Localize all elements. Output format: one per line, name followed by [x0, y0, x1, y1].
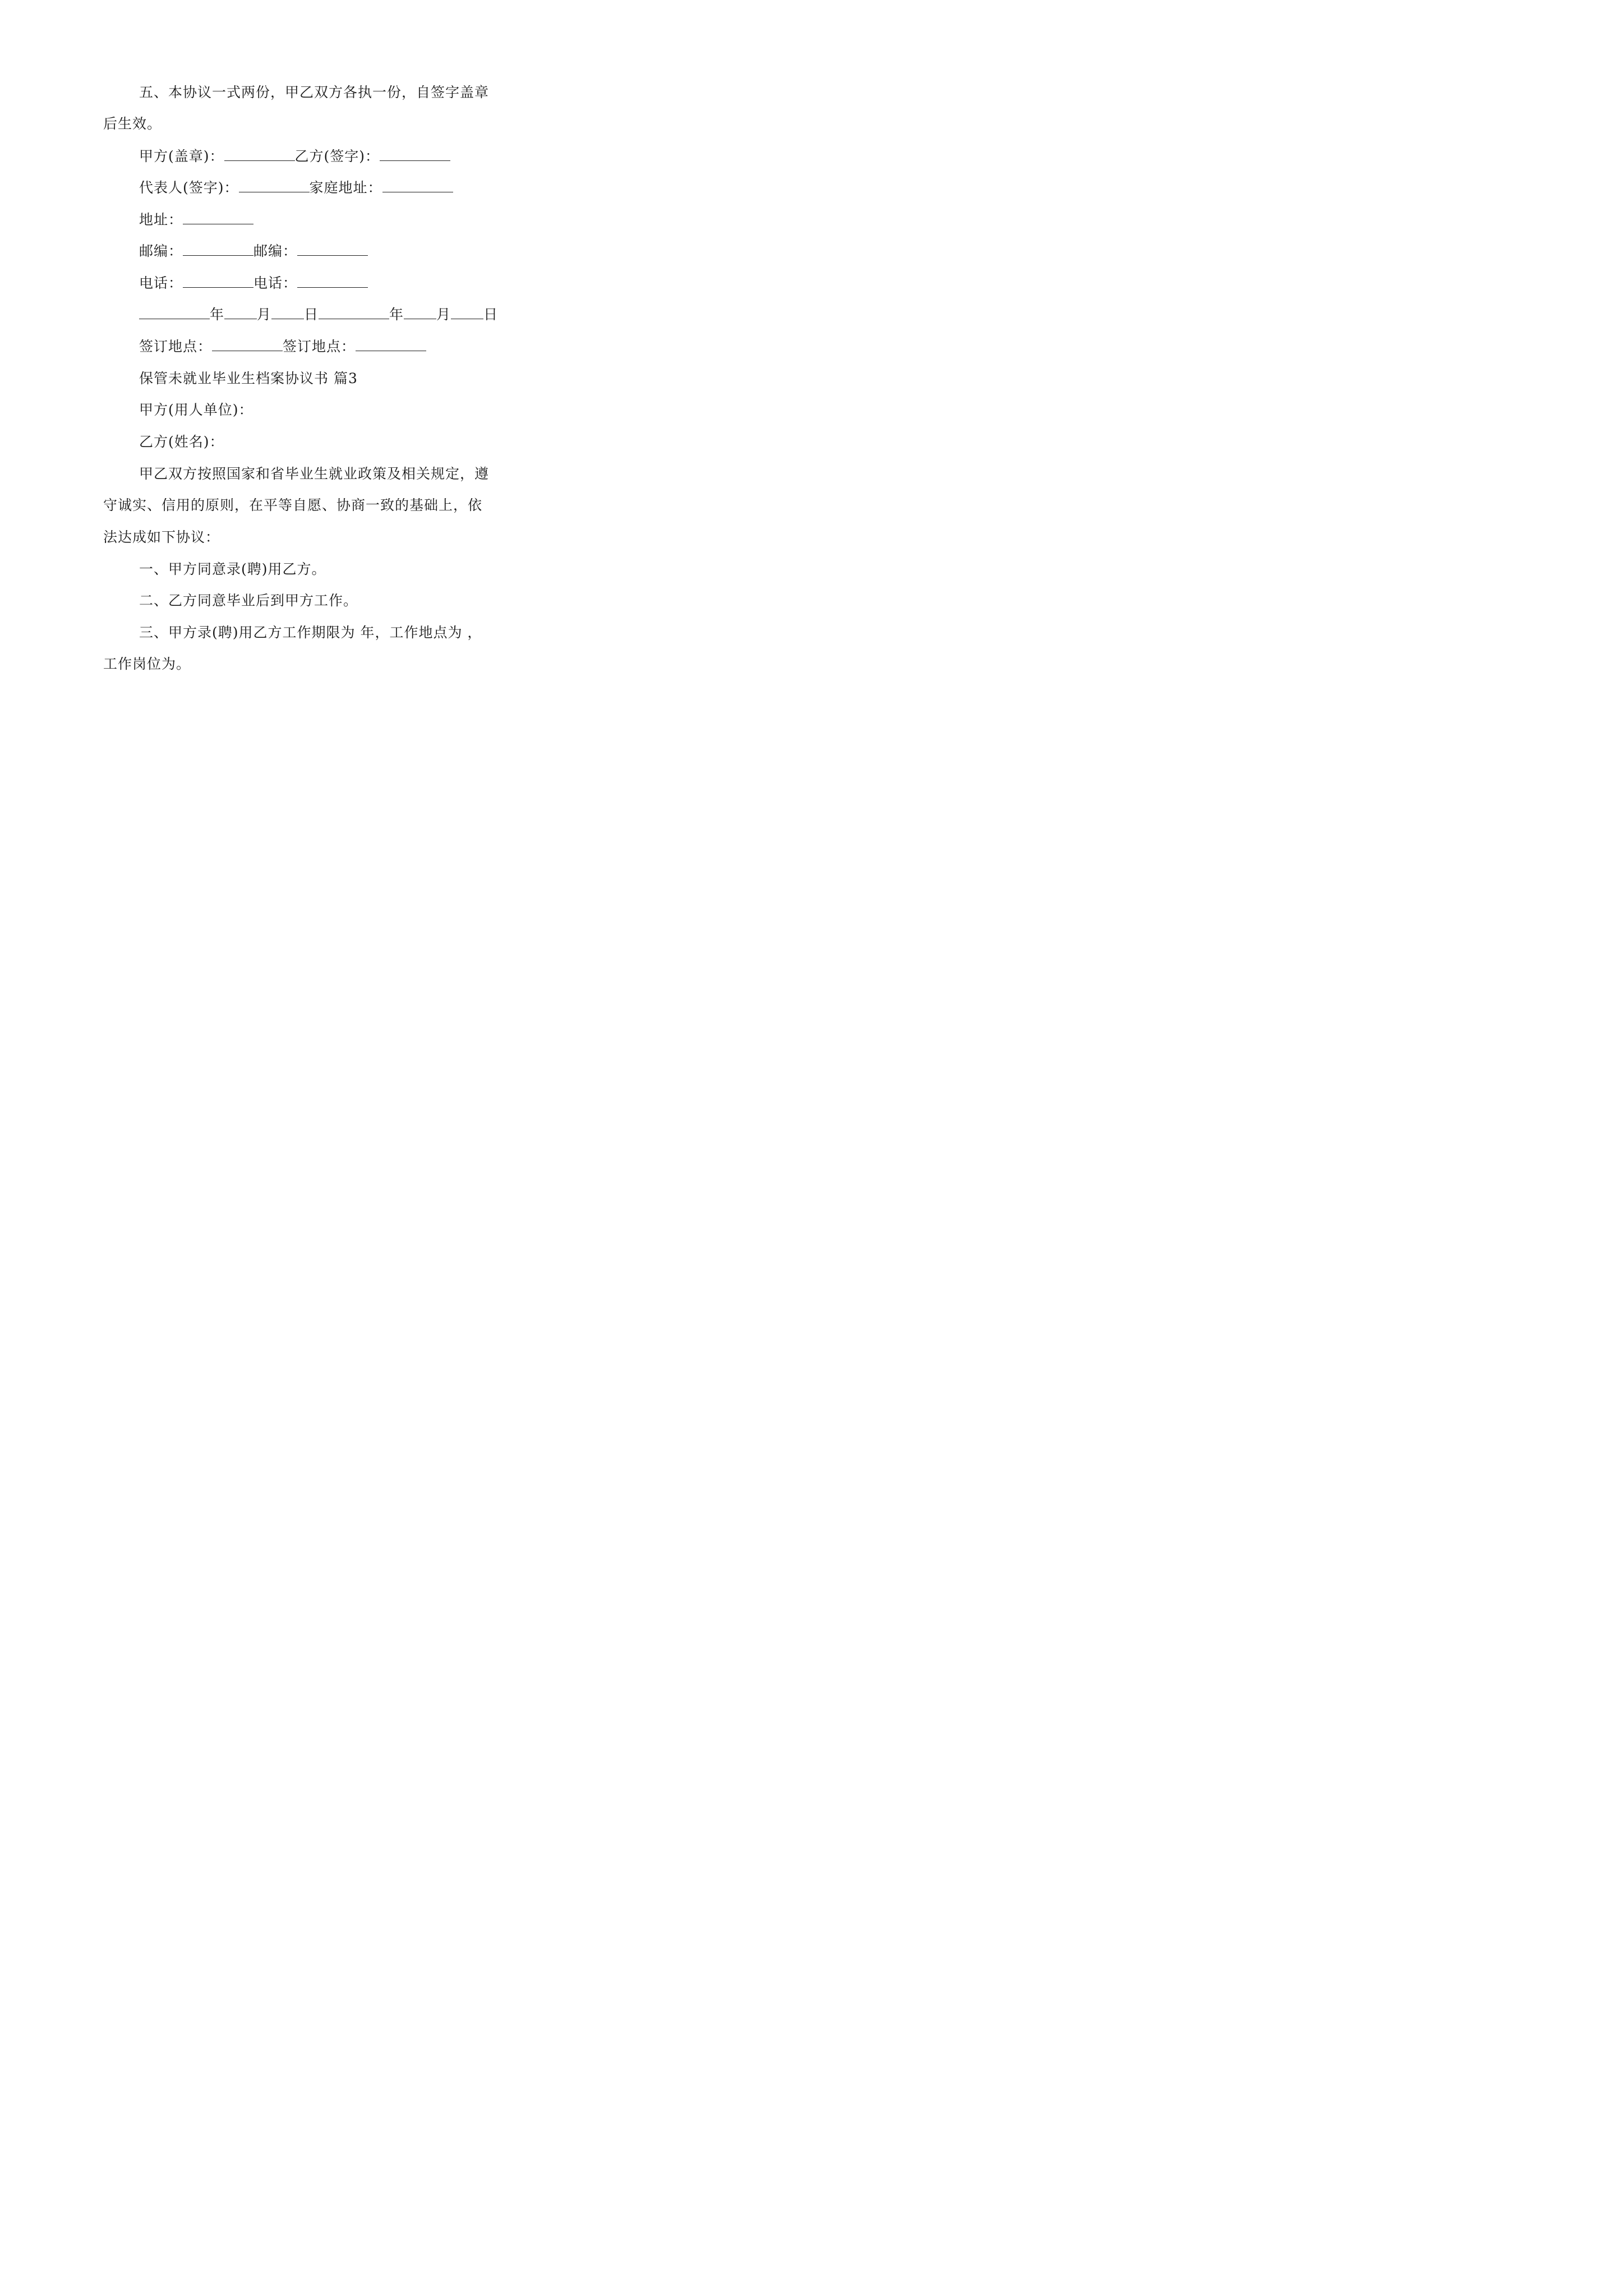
signature-row-5 — [139, 275, 368, 292]
rep-sign-blank — [239, 180, 310, 192]
month-b-label: 月 — [436, 306, 451, 323]
rep-sign-label: 代表人(签字)： — [139, 180, 239, 196]
party-b-line: 乙方(姓名)： — [139, 434, 224, 450]
address-blank — [183, 211, 253, 224]
section-title: 保管未就业毕业生档案协议书 篇3 — [139, 370, 358, 386]
place-a-blank — [212, 338, 283, 351]
signature-row-3 — [139, 211, 253, 228]
party-b-sign-label: 乙方(签字)： — [294, 148, 380, 164]
party-a-line: 甲方(用人单位)： — [139, 402, 253, 418]
place-b-blank — [356, 338, 426, 351]
date-row — [139, 306, 498, 323]
postcode-a-label: 邮编： — [139, 243, 183, 259]
phone-b-blank — [297, 275, 368, 288]
year-b-blank — [319, 306, 389, 319]
intro-line-2: 守诚实、信用的原则，在平等自愿、协商一致的基础上，依 — [103, 497, 483, 513]
day-a-label: 日 — [304, 306, 319, 323]
signature-row-4 — [139, 243, 368, 260]
day-a-blank — [271, 306, 304, 319]
month-a-label: 月 — [257, 306, 272, 323]
signature-row-2 — [139, 180, 453, 196]
month-a-blank — [224, 306, 257, 319]
day-b-label: 日 — [483, 306, 499, 323]
month-b-blank — [404, 306, 436, 319]
clause-5-line-2: 后生效。 — [103, 116, 162, 132]
signature-row-place — [139, 338, 426, 355]
place-b-label: 签订地点： — [283, 338, 356, 355]
clause-2: 二、乙方同意毕业后到甲方工作。 — [139, 592, 358, 609]
home-address-label: 家庭地址： — [309, 180, 382, 196]
clause-5-line-1: 五、本协议一式两份，甲乙双方各执一份，自签字盖章 — [139, 84, 490, 100]
signature-row-1 — [139, 148, 450, 165]
clause-1: 一、甲方同意录(聘)用乙方。 — [139, 561, 326, 577]
clause-3-line-1: 三、甲方录(聘)用乙方工作期限为 年，工作地点为 ， — [139, 624, 482, 641]
intro-line-3: 法达成如下协议： — [103, 529, 220, 545]
postcode-b-blank — [297, 243, 368, 256]
phone-a-label: 电话： — [139, 275, 183, 291]
postcode-a-blank — [183, 243, 253, 256]
party-a-seal-blank — [224, 148, 295, 161]
year-a-blank — [139, 306, 210, 319]
party-b-sign-blank — [380, 148, 450, 161]
home-address-blank — [382, 180, 453, 192]
phone-b-label: 电话： — [253, 275, 298, 291]
party-a-seal-label: 甲方(盖章)： — [139, 148, 224, 164]
place-a-label: 签订地点： — [139, 338, 213, 355]
intro-line-1: 甲乙双方按照国家和省毕业生就业政策及相关规定，遵 — [139, 466, 490, 482]
phone-a-blank — [183, 275, 253, 288]
clause-3-line-2: 工作岗位为。 — [103, 656, 191, 672]
postcode-b-label: 邮编： — [253, 243, 298, 259]
year-b-label: 年 — [389, 306, 404, 323]
day-b-blank — [451, 306, 483, 319]
document-page — [0, 0, 673, 673]
year-a-label: 年 — [210, 306, 225, 323]
address-label: 地址： — [139, 211, 183, 228]
